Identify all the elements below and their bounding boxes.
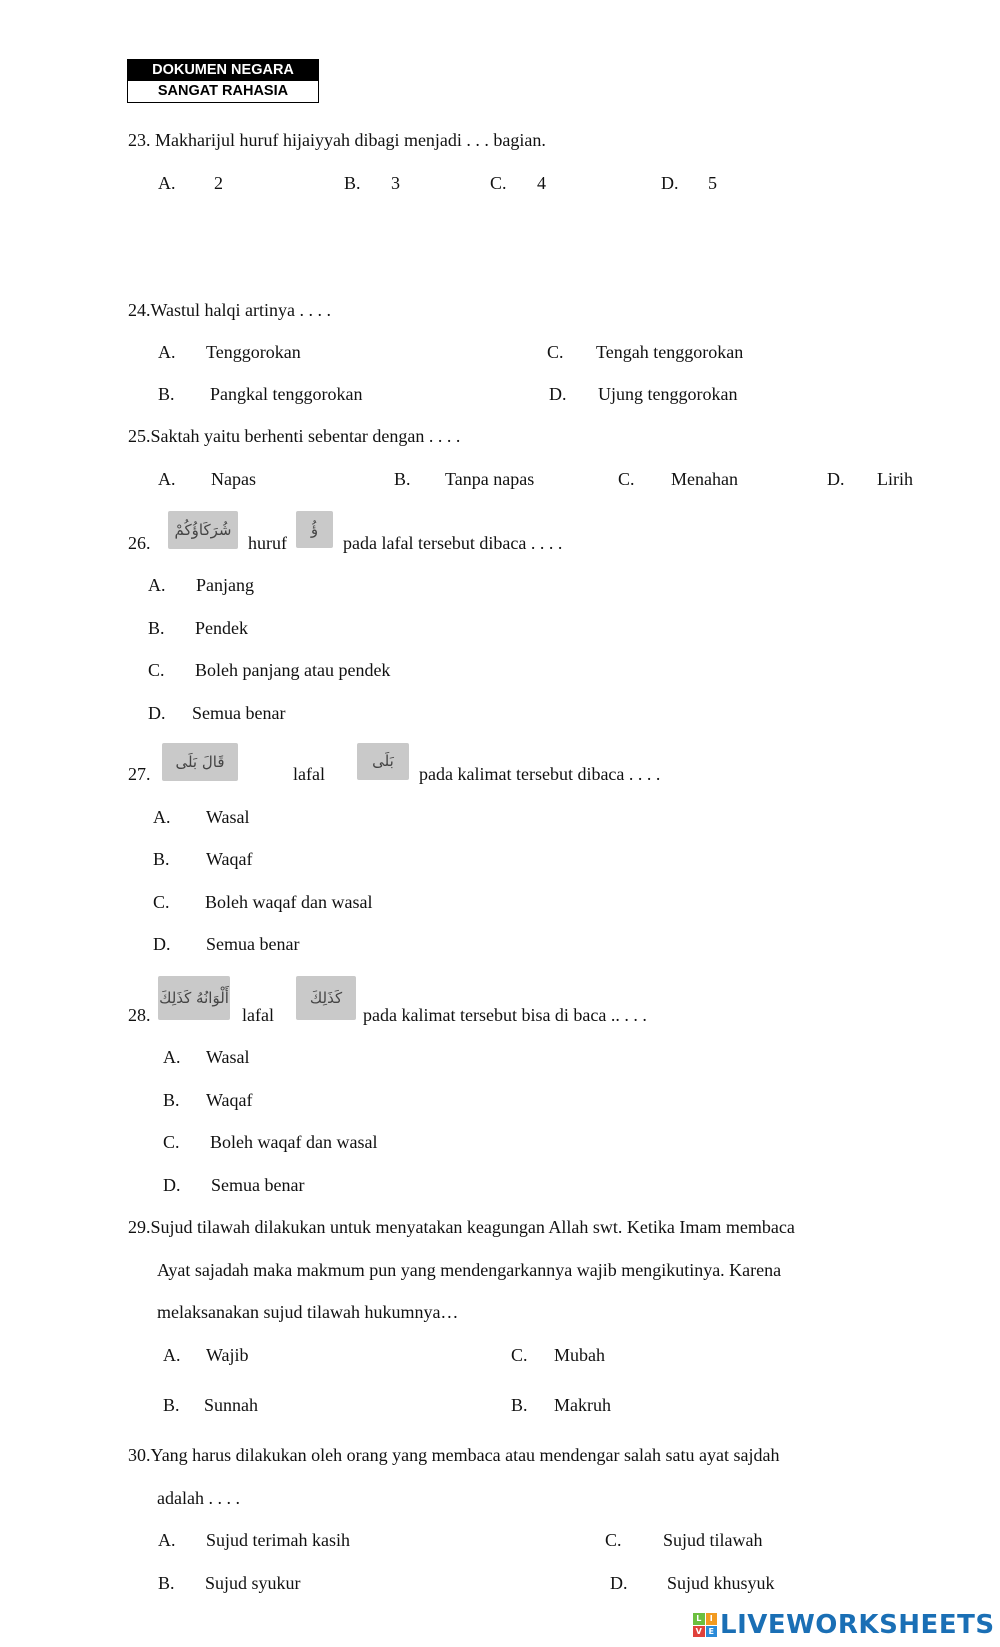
q29-option-a-text: Wajib: [206, 1345, 249, 1365]
question-24: 24.Wastul halqi artinya . . . .: [128, 300, 332, 320]
logo-mark-cell-e: E: [706, 1626, 718, 1638]
document-classification-header: [127, 59, 319, 103]
q28-option-a-letter: A.: [163, 1047, 181, 1067]
q26-option-c-letter: C.: [148, 660, 165, 680]
q30-option-b-letter: B.: [158, 1573, 175, 1593]
q26-option-a-letter: A.: [148, 575, 166, 595]
q27-option-c-letter: C.: [153, 892, 170, 912]
q26-option-b-letter: B.: [148, 618, 165, 638]
q26-option-c-text: Boleh panjang atau pendek: [195, 660, 391, 680]
q26-number: 26.: [128, 533, 151, 553]
q29-option-b-text: Sunnah: [204, 1395, 258, 1415]
header-line-1: DOKUMEN NEGARA: [128, 60, 318, 81]
q23-option-b-text: 3: [391, 173, 400, 193]
q24-option-c-letter: C.: [547, 342, 564, 362]
question-30-line-2: adalah . . . .: [157, 1488, 240, 1508]
question-30-line-1: 30.Yang harus dilakukan oleh orang yang membaca atau mendengar salah satu ayat sajdah: [128, 1445, 780, 1465]
q24-option-a-letter: A.: [158, 342, 176, 362]
q28-option-b-letter: B.: [163, 1090, 180, 1110]
q27-number: 27.: [128, 764, 151, 784]
q25-option-b-letter: B.: [394, 469, 411, 489]
q27-option-a-letter: A.: [153, 807, 171, 827]
logo-mark-cell-v: V: [693, 1626, 705, 1638]
question-25: 25.Saktah yaitu berhenti sebentar dengan . . . .: [128, 426, 461, 446]
q27-option-d-letter: D.: [153, 934, 171, 954]
q27-option-b-text: Waqaf: [206, 849, 253, 869]
q30-option-d-letter: D.: [610, 1573, 628, 1593]
q23-option-a-text: 2: [214, 173, 223, 193]
q29-option-a-letter: A.: [163, 1345, 181, 1365]
q26-arabic-phrase-image: شُرَكَاؤُكُمْ: [168, 511, 238, 549]
q26-arabic-letter-image: ؤُ: [296, 511, 333, 548]
liveworksheets-logo-text: LIVEWORKSHEETS: [720, 1610, 995, 1640]
question-29-line-3: melaksanakan sujud tilawah hukumnya…: [157, 1302, 459, 1322]
q30-option-c-letter: C.: [605, 1530, 622, 1550]
question-29-line-2: Ayat sajadah maka makmum pun yang mendengarkannya wajib mengikutinya. Karena: [157, 1260, 782, 1280]
q29-option-b-letter: B.: [163, 1395, 180, 1415]
q24-option-c-text: Tengah tenggorokan: [596, 342, 744, 362]
q27-option-a-text: Wasal: [206, 807, 250, 827]
q26-option-d-letter: D.: [148, 703, 166, 723]
q30-option-c-text: Sujud tilawah: [663, 1530, 763, 1550]
q27-option-d-text: Semua benar: [206, 934, 300, 954]
q29-option-c-text: Mubah: [554, 1345, 605, 1365]
q28-option-d-letter: D.: [163, 1175, 181, 1195]
q29-option-c-letter: C.: [511, 1345, 528, 1365]
q24-option-b-letter: B.: [158, 384, 175, 404]
q28-mid-text: lafal: [242, 1005, 274, 1025]
q27-arabic-word-image: بَلَى: [357, 743, 409, 780]
q25-option-a-letter: A.: [158, 469, 176, 489]
logo-mark-cell-l: L: [693, 1613, 705, 1625]
q30-option-b-text: Sujud syukur: [205, 1573, 301, 1593]
header-line-2: SANGAT RAHASIA: [128, 81, 318, 102]
q28-option-c-text: Boleh waqaf dan wasal: [210, 1132, 378, 1152]
question-23: 23. Makharijul huruf hijaiyyah dibagi menjadi . . . bagian.: [128, 130, 546, 150]
q28-option-a-text: Wasal: [206, 1047, 250, 1067]
q26-question-tail: pada lafal tersebut dibaca . . . .: [343, 533, 563, 553]
q26-mid-text: huruf: [248, 533, 287, 553]
q25-option-d-text: Lirih: [877, 469, 913, 489]
q24-option-d-letter: D.: [549, 384, 567, 404]
q26-option-a-text: Panjang: [196, 575, 254, 595]
q25-option-b-text: Tanpa napas: [445, 469, 535, 489]
q23-option-a-letter: A.: [158, 173, 176, 193]
q23-option-d-letter: D.: [661, 173, 679, 193]
q23-option-c-text: 4: [537, 173, 546, 193]
q29-option-b2-text: Makruh: [554, 1395, 611, 1415]
q23-option-d-text: 5: [708, 173, 717, 193]
q27-arabic-phrase-image: قَالَ بَلَى: [162, 743, 238, 781]
q27-mid-text: lafal: [293, 764, 325, 784]
q24-option-d-text: Ujung tenggorokan: [598, 384, 738, 404]
liveworksheets-logo-mark-icon: [693, 1613, 717, 1637]
question-29-line-1: 29.Sujud tilawah dilakukan untuk menyatakan keagungan Allah swt. Ketika Imam membaca: [128, 1217, 795, 1237]
q29-option-b2-letter: B.: [511, 1395, 528, 1415]
q26-option-b-text: Pendek: [195, 618, 248, 638]
logo-mark-cell-i: I: [706, 1613, 718, 1625]
q25-option-c-letter: C.: [618, 469, 635, 489]
q27-option-c-text: Boleh waqaf dan wasal: [205, 892, 373, 912]
q23-option-c-letter: C.: [490, 173, 507, 193]
q24-option-b-text: Pangkal tenggorokan: [210, 384, 363, 404]
q28-option-b-text: Waqaf: [206, 1090, 253, 1110]
q25-option-c-text: Menahan: [671, 469, 738, 489]
q28-question-tail: pada kalimat tersebut bisa di baca .. . . .: [363, 1005, 647, 1025]
q26-option-d-text: Semua benar: [192, 703, 286, 723]
q30-option-a-letter: A.: [158, 1530, 176, 1550]
q30-option-a-text: Sujud terimah kasih: [206, 1530, 350, 1550]
q27-option-b-letter: B.: [153, 849, 170, 869]
q25-option-d-letter: D.: [827, 469, 845, 489]
q28-option-c-letter: C.: [163, 1132, 180, 1152]
liveworksheets-logo[interactable]: [693, 1610, 995, 1640]
q30-option-d-text: Sujud khusyuk: [667, 1573, 775, 1593]
q25-option-a-text: Napas: [211, 469, 256, 489]
q27-question-tail: pada kalimat tersebut dibaca . . . .: [419, 764, 661, 784]
q23-option-b-letter: B.: [344, 173, 361, 193]
q28-arabic-phrase-image: أَلْوَانُهُ كَذَلِكَ: [158, 976, 230, 1020]
q24-option-a-text: Tenggorokan: [206, 342, 301, 362]
q28-arabic-word-image: كَذَلِكَ: [296, 976, 356, 1020]
q28-option-d-text: Semua benar: [211, 1175, 305, 1195]
q28-number: 28.: [128, 1005, 151, 1025]
